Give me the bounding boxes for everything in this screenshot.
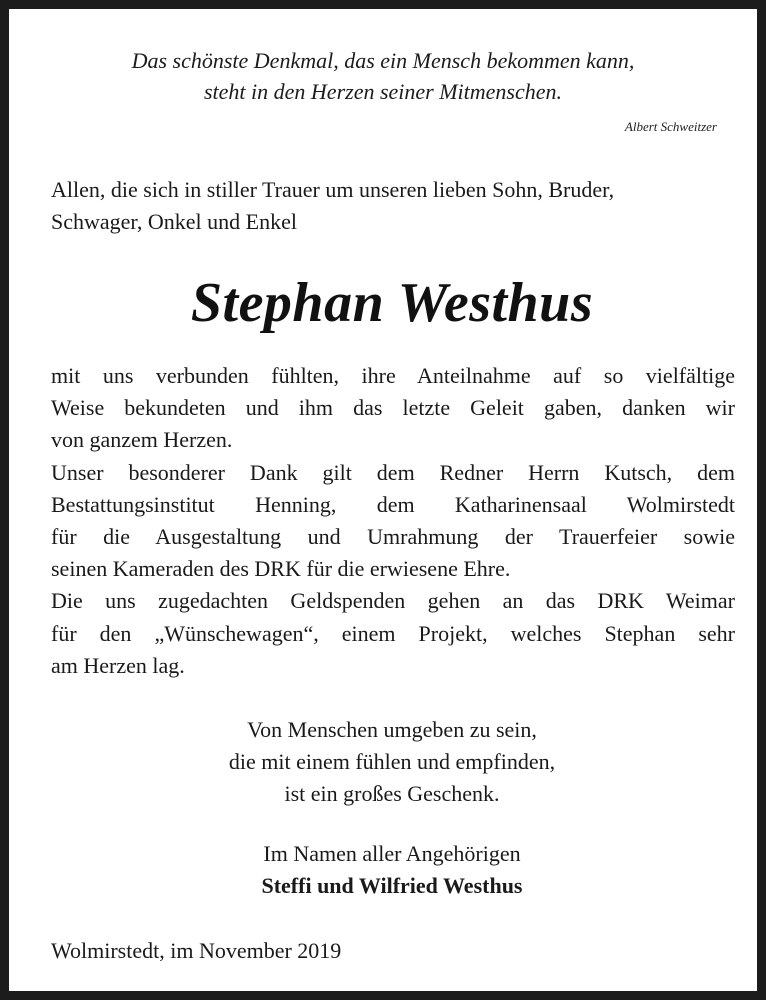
quote-line: Das schönste Denkmal, das ein Mensch bekommen kann, — [131, 48, 635, 73]
body-line: von ganzem Herzen. — [51, 427, 233, 453]
poem — [9, 714, 766, 810]
body-line: Bestattungsinstitut Henning, dem Katharinensaal Wolmirstedt — [51, 491, 735, 517]
deceased-name: Stephan Westhus — [190, 272, 594, 334]
body-line: seinen Kameraden des DRK für die erwiesene Ehre. — [51, 556, 511, 582]
body-line: mit uns verbunden fühlten, ihre Anteilnahme auf so vielfältige — [51, 363, 735, 388]
intro-text — [51, 174, 741, 238]
poem-line: die mit einem fühlen und empfinden, — [228, 749, 556, 774]
thanks-body — [51, 360, 735, 682]
signature-prefix: Im Namen aller Angehörigen — [263, 841, 521, 866]
body-line: Unser besonderer Dank gilt dem Redner Herrn Kutsch, dem — [51, 459, 735, 485]
body-line: Die uns zugedachten Geldspenden gehen an das DRK Weimar — [51, 588, 735, 614]
poem-line: ist ein großes Geschenk. — [284, 781, 500, 806]
quote — [39, 45, 727, 107]
poem-line: Von Menschen umgeben zu sein, — [247, 717, 537, 742]
body-line: Weise bekundeten und ihm das letzte Geleit gaben, danken wir — [51, 395, 735, 421]
body-line: am Herzen lag. — [51, 652, 185, 678]
signature-names: Steffi und Wilfried Westhus — [261, 873, 523, 898]
quote-line: steht in den Herzen seiner Mitmenschen. — [203, 79, 563, 104]
body-line: für den „Wünschewagen“, einem Projekt, welches Stephan sehr — [51, 620, 735, 646]
body-line: für die Ausgestaltung und Umrahmung der Trauerfeier sowie — [51, 523, 735, 549]
intro-line: Allen, die sich in stiller Trauer um unseren lieben Sohn, Bruder, — [51, 177, 615, 202]
signature-block — [9, 838, 766, 902]
intro-line: Schwager, Onkel und Enkel — [51, 209, 297, 234]
quote-author: Albert Schweitzer — [624, 119, 717, 134]
place-date: Wolmirstedt, im November 2019 — [51, 938, 342, 963]
